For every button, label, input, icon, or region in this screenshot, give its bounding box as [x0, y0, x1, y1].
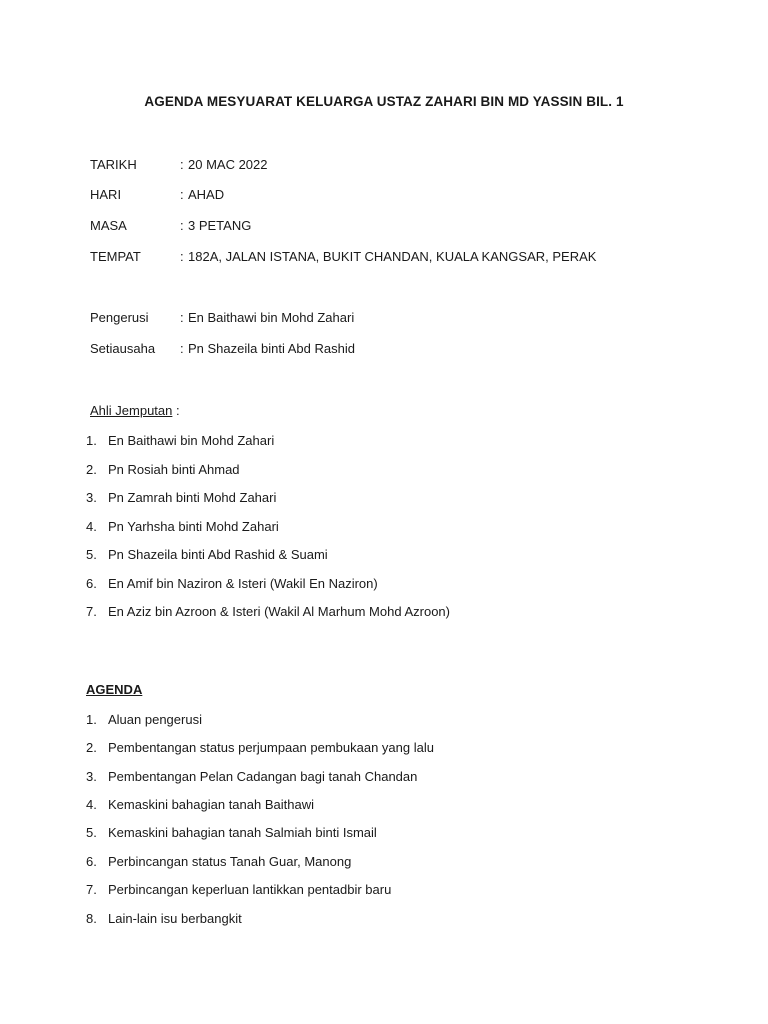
document-title: AGENDA MESYUARAT KELUARGA USTAZ ZAHARI BIN MD YASSIN BIL. 1: [144, 94, 624, 109]
list-text: En Baithawi bin Mohd Zahari: [108, 433, 275, 448]
agenda-item: [0, 881, 768, 899]
invitees-heading-text: Ahli Jemputan: [90, 403, 173, 418]
detail-label: TEMPAT: [90, 249, 141, 264]
list-text: Pembentangan status perjumpaan pembukaan yang lalu: [108, 740, 434, 755]
invitee-item: [0, 461, 768, 479]
list-text: Pn Zamrah binti Mohd Zahari: [108, 490, 277, 505]
agenda-item: [0, 768, 768, 786]
detail-label: HARI: [90, 187, 122, 202]
invitee-item: [0, 432, 768, 450]
list-number: 5.: [86, 547, 97, 562]
officer-value: En Baithawi bin Mohd Zahari: [188, 310, 355, 325]
list-number: 3.: [86, 490, 97, 505]
list-text: Pembentangan Pelan Cadangan bagi tanah Chandan: [108, 769, 418, 784]
detail-value: 20 MAC 2022: [188, 157, 268, 172]
list-text: Kemaskini bahagian tanah Salmiah binti Ismail: [108, 825, 377, 840]
officer-colon: :: [180, 341, 184, 356]
list-number: 6.: [86, 854, 97, 869]
detail-colon: :: [180, 157, 184, 172]
agenda-heading: AGENDA: [86, 682, 143, 697]
list-text: Pn Yarhsha binti Mohd Zahari: [108, 519, 279, 534]
officer-value: Pn Shazeila binti Abd Rashid: [188, 341, 355, 356]
agenda-item: [0, 711, 768, 729]
agenda-item: [0, 910, 768, 928]
invitee-item: [0, 575, 768, 593]
detail-label: MASA: [90, 218, 127, 233]
list-number: 7.: [86, 882, 97, 897]
list-text: Perbincangan keperluan lantikkan pentadbir baru: [108, 882, 392, 897]
list-text: En Aziz bin Azroon & Isteri (Wakil Al Marhum Mohd Azroon): [108, 604, 450, 619]
detail-colon: :: [180, 187, 184, 202]
list-number: 1.: [86, 433, 97, 448]
officer-label: Pengerusi: [90, 310, 149, 325]
invitees-heading: [90, 402, 180, 420]
list-number: 2.: [86, 740, 97, 755]
list-number: 7.: [86, 604, 97, 619]
list-text: Lain-lain isu berbangkit: [108, 911, 242, 926]
list-text: En Amif bin Naziron & Isteri (Wakil En Naziron): [108, 576, 378, 591]
list-text: Pn Shazeila binti Abd Rashid & Suami: [108, 547, 328, 562]
detail-value: 182A, JALAN ISTANA, BUKIT CHANDAN, KUALA KANGSAR, PERAK: [188, 249, 597, 264]
agenda-item: [0, 739, 768, 757]
detail-colon: :: [180, 249, 184, 264]
list-number: 8.: [86, 911, 97, 926]
invitees-heading-suffix: :: [172, 403, 180, 418]
agenda-item: [0, 796, 768, 814]
list-number: 4.: [86, 519, 97, 534]
list-number: 5.: [86, 825, 97, 840]
agenda-item: [0, 824, 768, 842]
agenda-item: [0, 853, 768, 871]
detail-value: 3 PETANG: [188, 218, 252, 233]
invitee-item: [0, 603, 768, 621]
list-number: 1.: [86, 712, 97, 727]
list-text: Kemaskini bahagian tanah Baithawi: [108, 797, 314, 812]
list-number: 3.: [86, 769, 97, 784]
list-number: 2.: [86, 462, 97, 477]
invitee-item: [0, 518, 768, 536]
officer-label: Setiausaha: [90, 341, 156, 356]
detail-colon: :: [180, 218, 184, 233]
list-text: Aluan pengerusi: [108, 712, 202, 727]
detail-value: AHAD: [188, 187, 225, 202]
invitee-item: [0, 546, 768, 564]
detail-label: TARIKH: [90, 157, 137, 172]
invitee-item: [0, 489, 768, 507]
list-number: 4.: [86, 797, 97, 812]
officer-colon: :: [180, 310, 184, 325]
list-text: Pn Rosiah binti Ahmad: [108, 462, 240, 477]
list-number: 6.: [86, 576, 97, 591]
list-text: Perbincangan status Tanah Guar, Manong: [108, 854, 352, 869]
